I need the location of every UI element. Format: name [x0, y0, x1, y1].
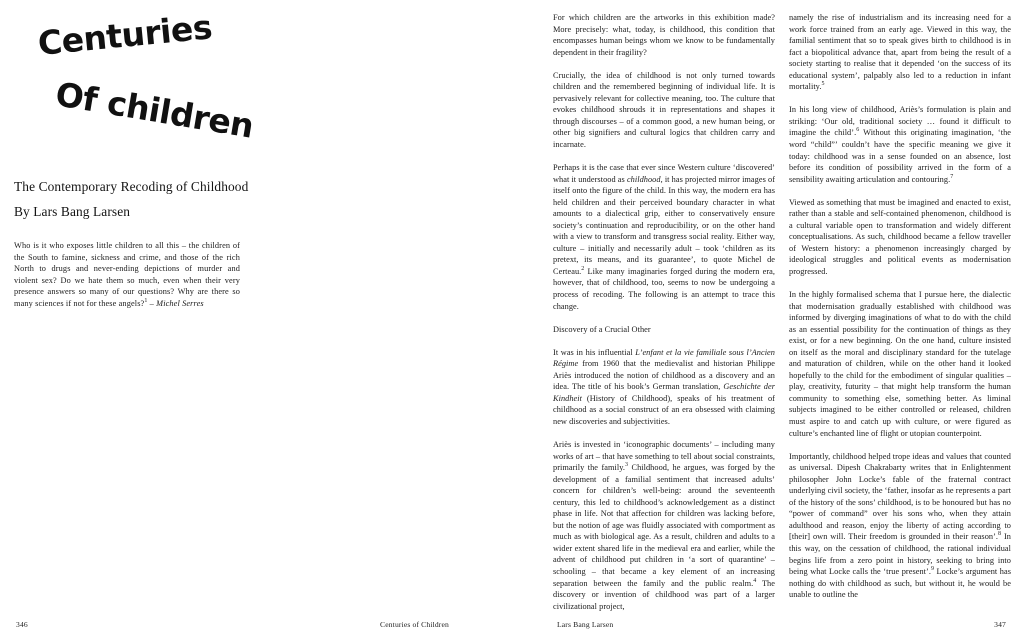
text-run: Childhood, he argues, was forged by the development of a familial sentiment that increased adults’ concern for children’s well-being: around the seventeenth century, this led to childhood’s acknowledgement as a distinct phase in life. Not that affection for children was lacking before, but the notion of age was fluidly associated with comportment as much as with biological age. As a result, children and adults to a wider extent shared life in the medieval era and earlier, while the advent of childhood put children in ‘a sort of quarantine’ – schooling – that became a key element of an increasing separation between the family and the public realm. — [553, 463, 775, 588]
paragraph — [553, 439, 775, 612]
paragraph — [789, 451, 1011, 601]
text-run: Without this originating imagination, ‘the word “child”’ couldn’t have the specific meaning we give it today: childhood was in a sense founded on an absence, lost before its condition of possibility arrived in the form of a sensibility awaiting articulation and contouring. — [789, 128, 1012, 184]
running-head-book: Centuries of Children — [380, 620, 449, 629]
italic-title: L’enfant et la vie familiale sous l’Ancien Régime — [553, 347, 775, 369]
running-head-author: Lars Bang Larsen — [557, 620, 614, 629]
footnote-marker: 5 — [821, 81, 825, 88]
footnote-marker: 7 — [950, 173, 954, 180]
paragraph — [553, 347, 775, 428]
folio-right: 347 — [994, 620, 1006, 629]
footnote-marker: 6 — [856, 127, 860, 134]
section-heading: Discovery of a Crucial Other — [553, 324, 651, 334]
epigraph-attribution: Michel Serres — [156, 298, 204, 308]
right-page — [530, 0, 1020, 643]
exhibition-logo — [14, 7, 314, 158]
footnote-marker: 2 — [581, 266, 585, 273]
epigraph-footnote-marker: 1 — [144, 297, 148, 304]
logo-line-2: Of children — [52, 74, 257, 146]
footnote-marker: 3 — [625, 462, 629, 469]
italic-title: Geschichte der Kindheit — [553, 382, 775, 403]
paragraph: Crucially, the idea of childhood is not only turned towards children and the remembered beginning of individual life. It is pervasively relevant for collective meaning, too. The culture that evokes childhood shrouds it in representations and shapes it through discourses – of a common good, a new human being, or other big signifiers and cultural logics that children carry and incarnate. — [553, 70, 775, 149]
paragraph: In the highly formalised schema that I pursue here, the dialectic that modernisation gradually established with childhood was informed by diverging imaginations of what to do with the child as an essential possibility for the continuation of things as they exist, or for a new beginning. On the one hand, culture insisted on itself as the moral and disciplinary standard for the tutelage and maturation of children, while on the other hand it looked hopefully to the child for the embodiment of singular qualities – play, creativity, futurity – that might help transform the human community to something else, something better. As liminal subjects imagined to be either controlled or released, children must aspire to and catch up with culture, or were figured as culture’s enchanted line of flight or utopian counterpoint. — [789, 289, 1011, 438]
epigraph — [14, 240, 240, 309]
paragraph — [553, 162, 775, 312]
epigraph-text: Who is it who exposes little children to all this – the children of the South to famine, sickness and crime, and those of the rich North to drugs and never-ending depictions of murder and violent sex? Do we hate them so much, even when their very presence answers so many of our questions? Why are there so many sciences if not for these angels? — [14, 241, 240, 308]
footnote-marker: 4 — [753, 577, 757, 584]
text-run: The discovery or invention of childhood was part of a larger civilizational project, — [553, 578, 775, 611]
text-run: (History of Childhood), speaks of his treatment of childhood as a social construct of an era obsessed with claiming new discoveries and subjectivities. — [553, 393, 775, 426]
text-run: In his long view of childhood, Ariès’s formulation is plain and striking: ‘Our old, traditional society … found it difficult to imagine the child’. — [789, 105, 1011, 138]
text-run: In this way, on the cessation of childhood, the rational individual begins life from a zero point in history, seeking to bring into being what Locke calls the ‘true present’. — [789, 532, 1011, 577]
text-run: Perhaps it is the case that ever since Western culture ‘discovered’ what it understood as — [553, 163, 775, 184]
article-headline: The Contemporary Recoding of Childhood — [14, 179, 249, 194]
paragraph: Viewed as something that must be imagined and enacted to exist, rather than a stable and self-contained phenomenon, childhood is a cultural variable open to transformation and widely different conceptualisations. As such, childhood became a fellow traveller of Western history: a phenomenon increasingly charged by ideological struggles and political events as modernisation progressed. — [789, 197, 1011, 276]
text-column-b — [789, 12, 1011, 601]
text-run: , it has projected mirror images of itself onto the figure of the child. In this way, the modern era has held children and their perceived boundary character in what amounts to a dialectical grip, either to conservatively ensure society’s continuation and reproducibility, or on the other hand with a view to transform and transgress social reality. Either way, culture – initially and necessarily adult – took ‘children as its pretext, its means, and its guarantee’, to quote Michel de Certeau. — [553, 174, 776, 276]
italic-term: childhood — [626, 174, 661, 184]
text-run: It was in his influential — [553, 347, 636, 357]
paragraph — [789, 12, 1011, 93]
text-run: Like many imaginaries forged during the modern era, however, that of childhood, too, seems to now be undergoing a process of recoding. The following is an attempt to trace this change. — [553, 266, 775, 311]
folio-left: 346 — [16, 620, 28, 629]
paragraph — [789, 104, 1011, 185]
article-byline: By Lars Bang Larsen — [14, 204, 131, 219]
text-run: namely the rise of industrialism and its increasing need for a work force trained from an early age. Viewed in this way, the familial sentiment that so to speak gives birth to childhood is in fact a biopolitical advance that, apart from being the result of a society starting to realise that it depended ‘on the success of its educational system’, palpably also led to a reduction in infant mortality. — [789, 13, 1011, 92]
logo-line-1: Centuries — [36, 7, 214, 63]
footnote-marker: 8 — [998, 531, 1002, 538]
text-run: Ariès is invested in ‘iconographic documents’ – including many works of art – that have something to tell about social constraints, primarily the family. — [553, 440, 775, 473]
text-run: Locke’s argument has nothing do with childhood as such, but without it, he would be unable to outline the — [789, 567, 1011, 600]
epigraph-dash: – — [147, 298, 157, 308]
text-run: from 1960 that the medievalist and historian Philippe Ariès introduced the notion of childhood as a discovery and an idea. The title of his book’s German translation, — [553, 359, 775, 392]
page-footer — [0, 603, 1020, 643]
text-run: Importantly, childhood helped trope ideas and values that counted as universal. Dipesh Chakrabarty writes that in Enlightenment philosopher John Locke’s fable of the fraternal contract underlying civil society, the ‘father, insofar as he represents a part of the history of the sons’ childhood, is to be honoured but has no “power of command” over his sons who, when they attain adulthood and reason, enjoy the liberty of acting according to [their] own will. Their freedom is grounded in their reason’. — [789, 451, 1011, 542]
text-column-a — [553, 12, 775, 612]
paragraph: For which children are the artworks in this exhibition made? More precisely: what, today, is childhood, this condition that encompasses human beings whom we know to be fundamentally dependent in their fragility? — [553, 13, 775, 57]
footnote-marker: 9 — [930, 566, 935, 573]
